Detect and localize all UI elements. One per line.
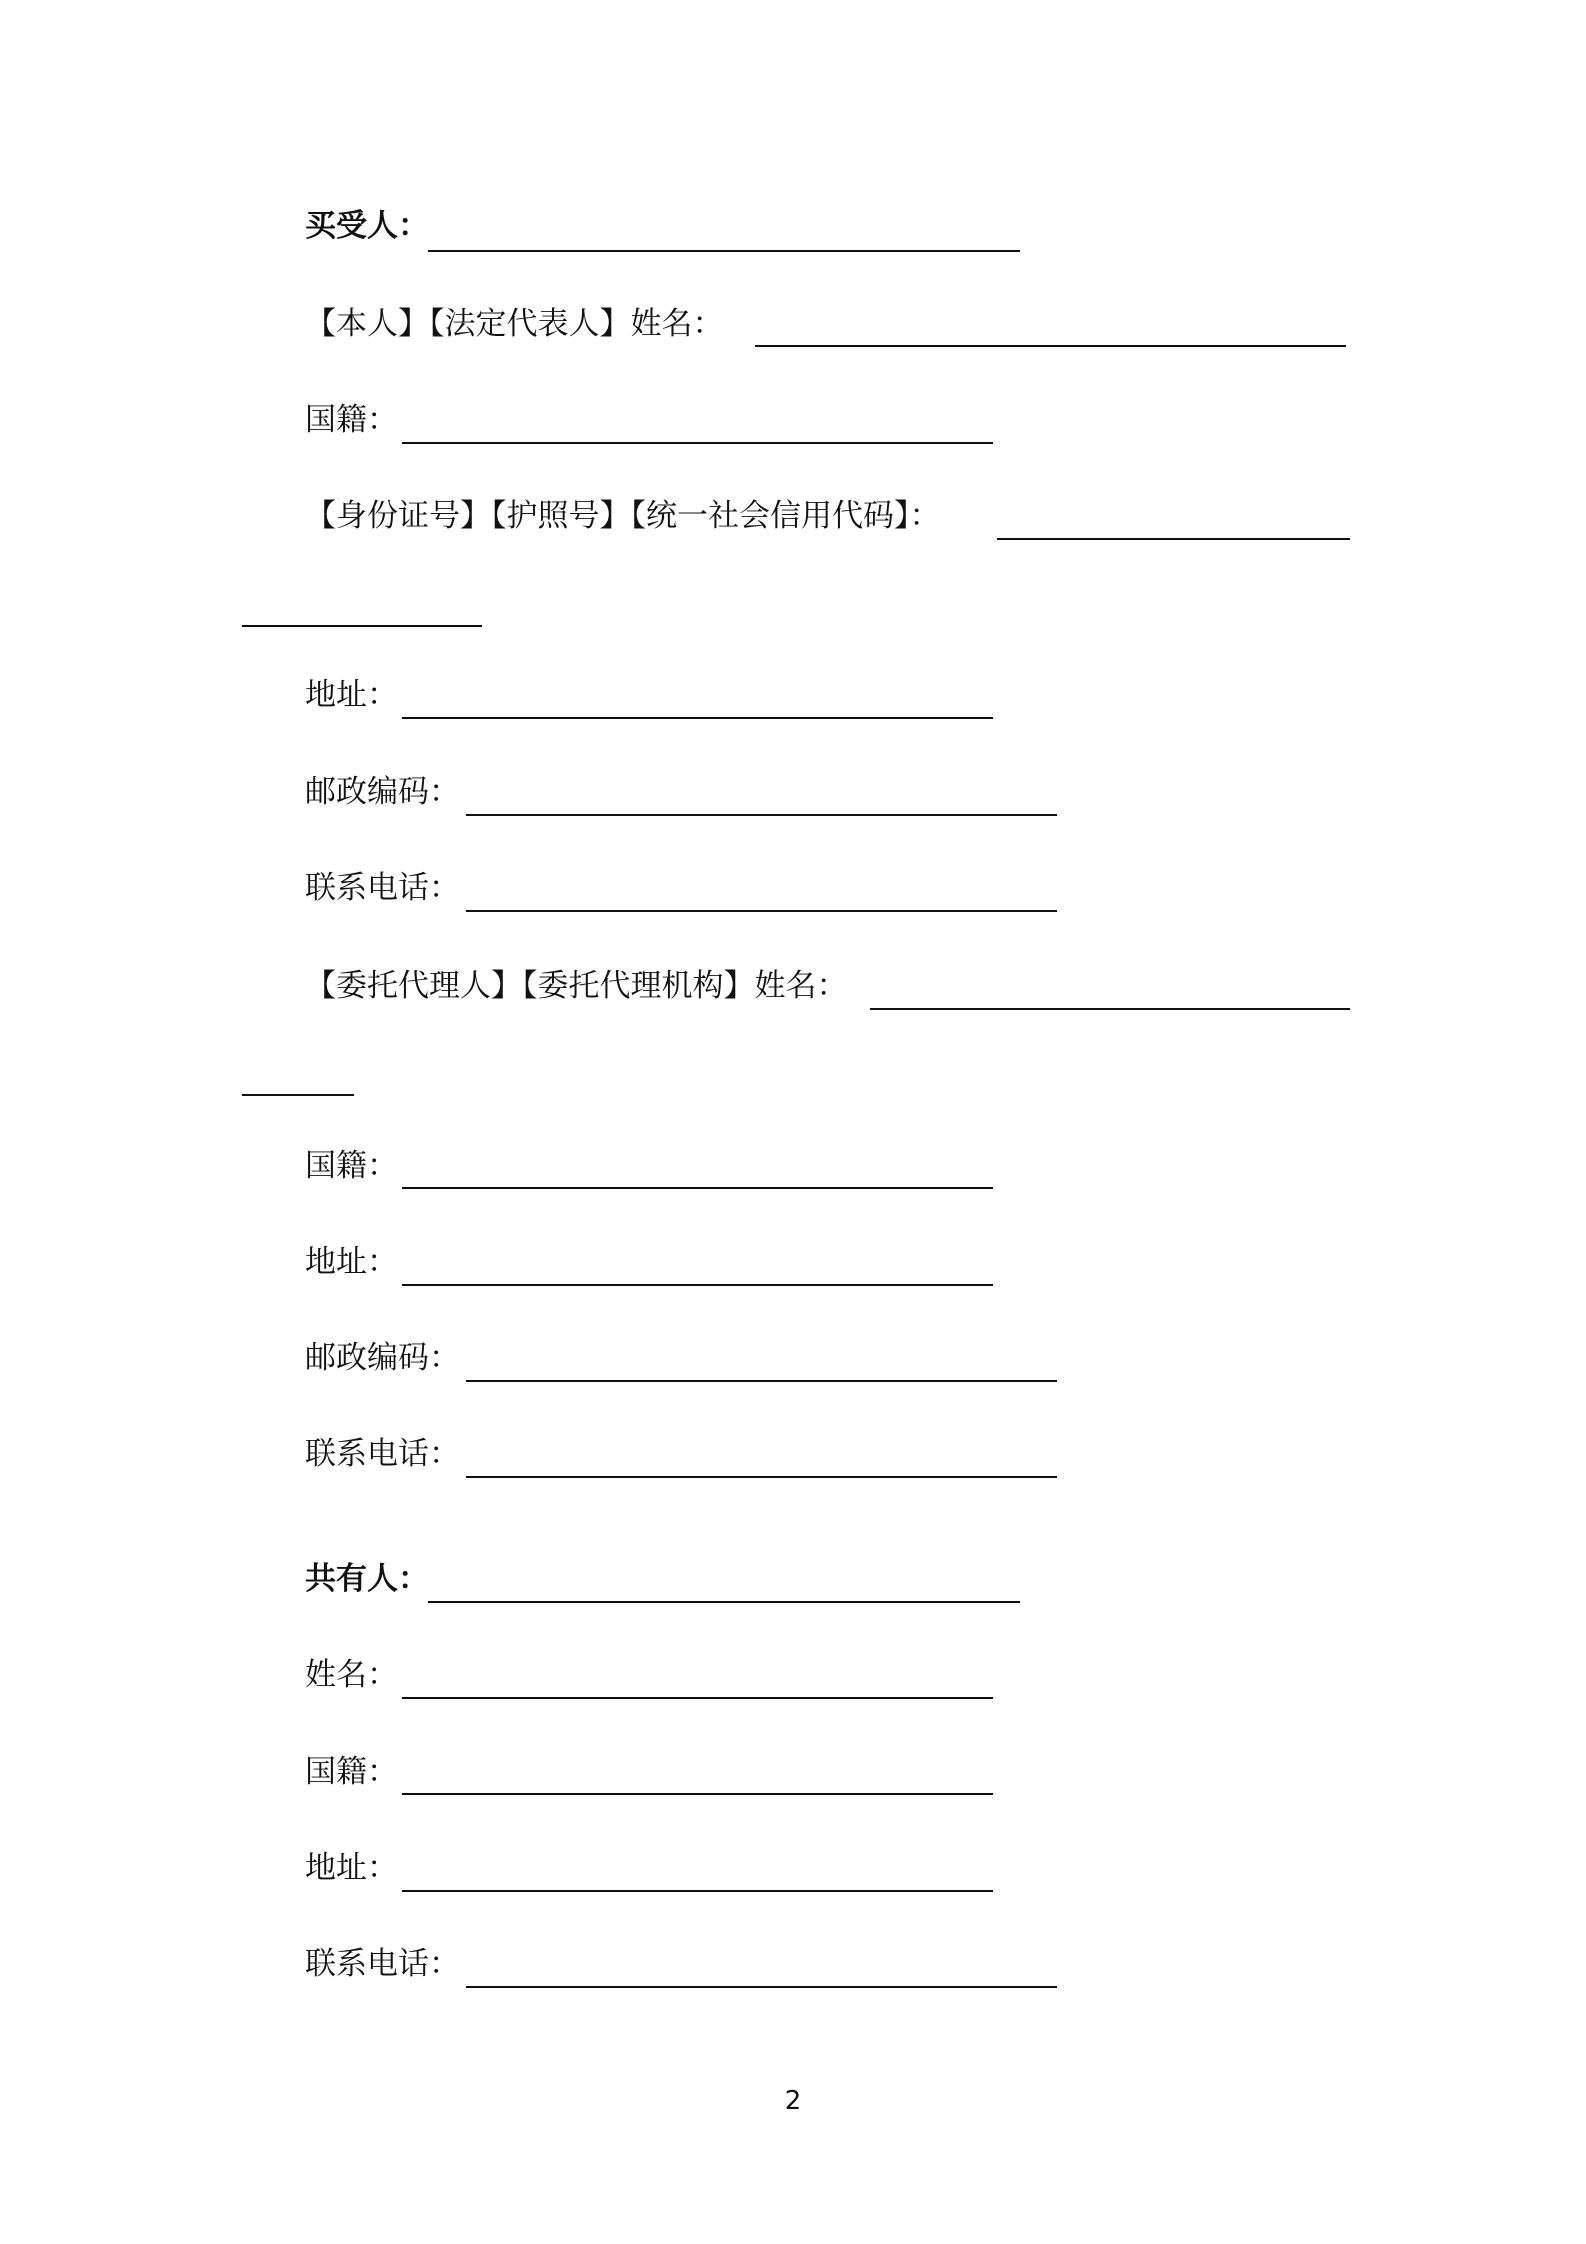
co-owner-address-line[interactable] bbox=[402, 1890, 993, 1892]
co-owner-heading: 共有人： bbox=[305, 1561, 429, 1597]
agent-name-line-continued[interactable] bbox=[242, 1094, 354, 1096]
buyer-id-line-continued[interactable] bbox=[242, 625, 482, 627]
agent-phone-line[interactable] bbox=[466, 1476, 1057, 1478]
agent-postal-label: 邮政编码： bbox=[305, 1340, 460, 1376]
co-owner-name-line[interactable] bbox=[402, 1697, 993, 1699]
co-owner-address-label: 地址： bbox=[305, 1850, 398, 1886]
co-owner-input-line[interactable] bbox=[428, 1601, 1020, 1603]
agent-postal-line[interactable] bbox=[466, 1380, 1057, 1382]
buyer-input-line[interactable] bbox=[428, 250, 1020, 252]
buyer-nationality-line[interactable] bbox=[402, 442, 993, 444]
buyer-phone-label: 联系电话： bbox=[305, 870, 460, 906]
agent-address-line[interactable] bbox=[402, 1284, 993, 1286]
buyer-rep-name-line[interactable] bbox=[755, 345, 1346, 347]
buyer-heading: 买受人： bbox=[305, 208, 429, 244]
agent-phone-label: 联系电话： bbox=[305, 1436, 460, 1472]
buyer-phone-line[interactable] bbox=[466, 910, 1057, 912]
co-owner-nationality-label: 国籍： bbox=[305, 1754, 398, 1790]
co-owner-nationality-line[interactable] bbox=[402, 1793, 993, 1795]
agent-name-label: 【委托代理人】【委托代理机构】姓名： bbox=[305, 968, 848, 1004]
buyer-address-line[interactable] bbox=[402, 717, 993, 719]
co-owner-phone-label: 联系电话： bbox=[305, 1946, 460, 1982]
agent-nationality-label: 国籍： bbox=[305, 1148, 398, 1184]
co-owner-phone-line[interactable] bbox=[466, 1986, 1057, 1988]
agent-nationality-line[interactable] bbox=[402, 1187, 993, 1189]
buyer-rep-name-label: 【本人】【法定代表人】姓名： bbox=[305, 306, 724, 342]
buyer-postal-label: 邮政编码： bbox=[305, 774, 460, 810]
agent-name-line[interactable] bbox=[870, 1008, 1350, 1010]
buyer-id-label: 【身份证号】【护照号】【统一社会信用代码】： bbox=[305, 498, 941, 534]
buyer-postal-line[interactable] bbox=[466, 814, 1057, 816]
agent-address-label: 地址： bbox=[305, 1244, 398, 1280]
co-owner-name-label: 姓名： bbox=[305, 1657, 398, 1693]
buyer-nationality-label: 国籍： bbox=[305, 402, 398, 438]
buyer-address-label: 地址： bbox=[305, 677, 398, 713]
buyer-id-line[interactable] bbox=[997, 538, 1350, 540]
page-number: 2 bbox=[784, 2086, 802, 2116]
